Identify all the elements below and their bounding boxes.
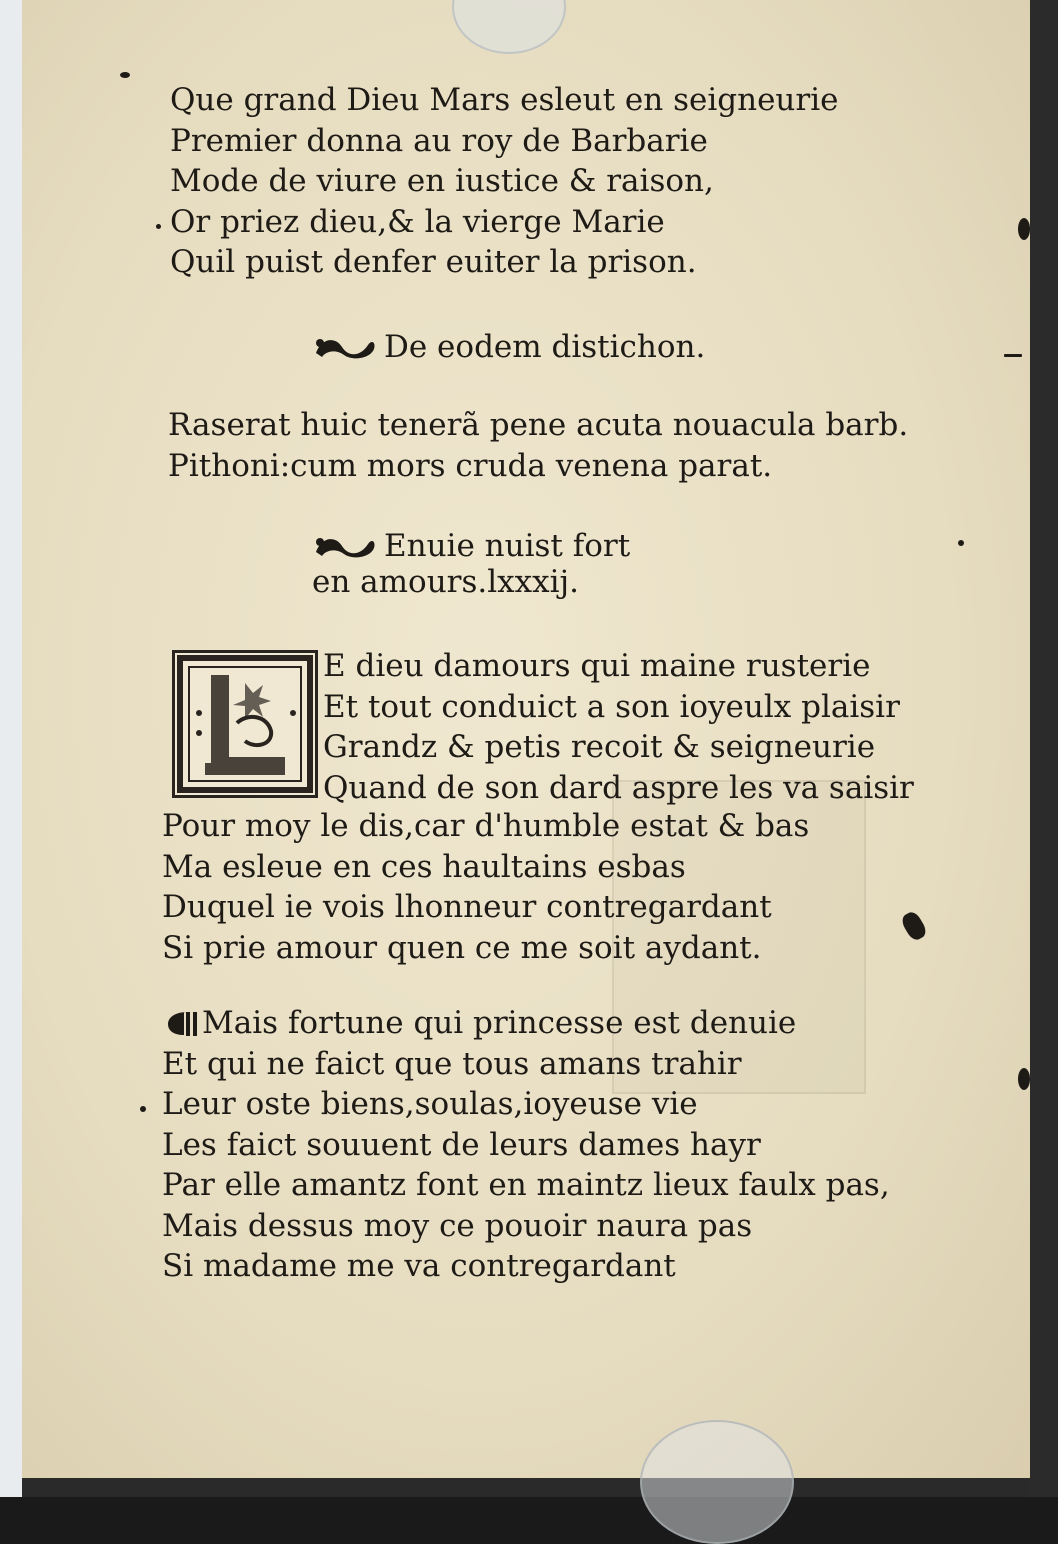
verse-line: Et tout conduict a son ioyeulx plaisir bbox=[323, 688, 900, 725]
ink-speck bbox=[1018, 218, 1030, 240]
ink-speck bbox=[156, 224, 161, 229]
verse-line: Par elle amantz font en maintz lieux faulx pas, bbox=[162, 1167, 890, 1203]
decorated-initial-icon bbox=[172, 650, 318, 798]
ink-speck bbox=[1004, 354, 1022, 357]
scan-edge-bottom bbox=[22, 1478, 1030, 1497]
section-heading-1 bbox=[312, 327, 705, 368]
scan-edge-left bbox=[0, 0, 22, 1497]
verse-line: E dieu damours qui maine rusterie bbox=[323, 648, 871, 684]
clip-bottom bbox=[640, 1420, 794, 1544]
latin-distich bbox=[168, 405, 908, 486]
verse-text: Mais fortune qui princesse est denuie bbox=[202, 1005, 797, 1041]
verse-line bbox=[162, 1003, 890, 1044]
verse-line: Pour moy le dis,car d'humble estat & bas bbox=[162, 808, 810, 844]
verse-line: Si prie amour quen ce me soit aydant. bbox=[162, 929, 762, 966]
fleuron-icon bbox=[312, 333, 378, 361]
verse-line: Or priez dieu,& la vierge Marie bbox=[170, 203, 665, 240]
verse-line: Mode de viure en iustice & raison, bbox=[170, 163, 714, 199]
verse-line: Raserat huic tenerã pene acuta nouacula barb. bbox=[168, 407, 909, 443]
section-heading-2 bbox=[312, 528, 630, 600]
ink-speck bbox=[1018, 1068, 1030, 1090]
verse-line: Duquel ie vois lhonneur contregardant bbox=[162, 889, 772, 925]
verse-line: Si madame me va contregardant bbox=[162, 1248, 676, 1284]
ink-speck bbox=[120, 72, 130, 78]
ink-speck bbox=[958, 540, 964, 546]
verse-line: Quand de son dard aspre les va saisir bbox=[323, 769, 914, 806]
heading-text: De eodem distichon. bbox=[384, 329, 706, 365]
fleuron-icon bbox=[312, 532, 378, 560]
stanza-3 bbox=[162, 1003, 890, 1287]
verse-line: Quil puist denfer euiter la prison. bbox=[170, 244, 697, 280]
scan-edge-right bbox=[1030, 0, 1058, 1497]
verse-line: Premier donna au roy de Barbarie bbox=[170, 122, 708, 159]
ink-speck bbox=[140, 1106, 146, 1112]
heading-text: Enuie nuist fort bbox=[384, 527, 631, 564]
verse-line: Pithoni:cum mors cruda venena parat. bbox=[168, 447, 773, 484]
verse-line: Mais dessus moy ce pouoir naura pas bbox=[162, 1207, 753, 1244]
verse-line: Que grand Dieu Mars esleut en seigneurie bbox=[170, 82, 839, 118]
initial-ornament bbox=[175, 653, 315, 795]
verse-line: Ma esleue en ces haultains esbas bbox=[162, 848, 686, 885]
verse-line: Leur oste biens,soulas,ioyeuse vie bbox=[162, 1086, 698, 1122]
pilcrow-icon bbox=[162, 1008, 202, 1038]
verse-line: Les faict souuent de leurs dames hayr bbox=[162, 1126, 761, 1163]
verse-line: Et qui ne faict que tous amans trahir bbox=[162, 1045, 742, 1082]
stanza-2 bbox=[162, 806, 809, 968]
heading-text: en amours.lxxxij. bbox=[312, 563, 579, 600]
verse-line: Grandz & petis recoit & seigneurie bbox=[323, 729, 876, 765]
stanza-2-indented bbox=[323, 646, 914, 808]
stanza-1 bbox=[170, 80, 838, 283]
